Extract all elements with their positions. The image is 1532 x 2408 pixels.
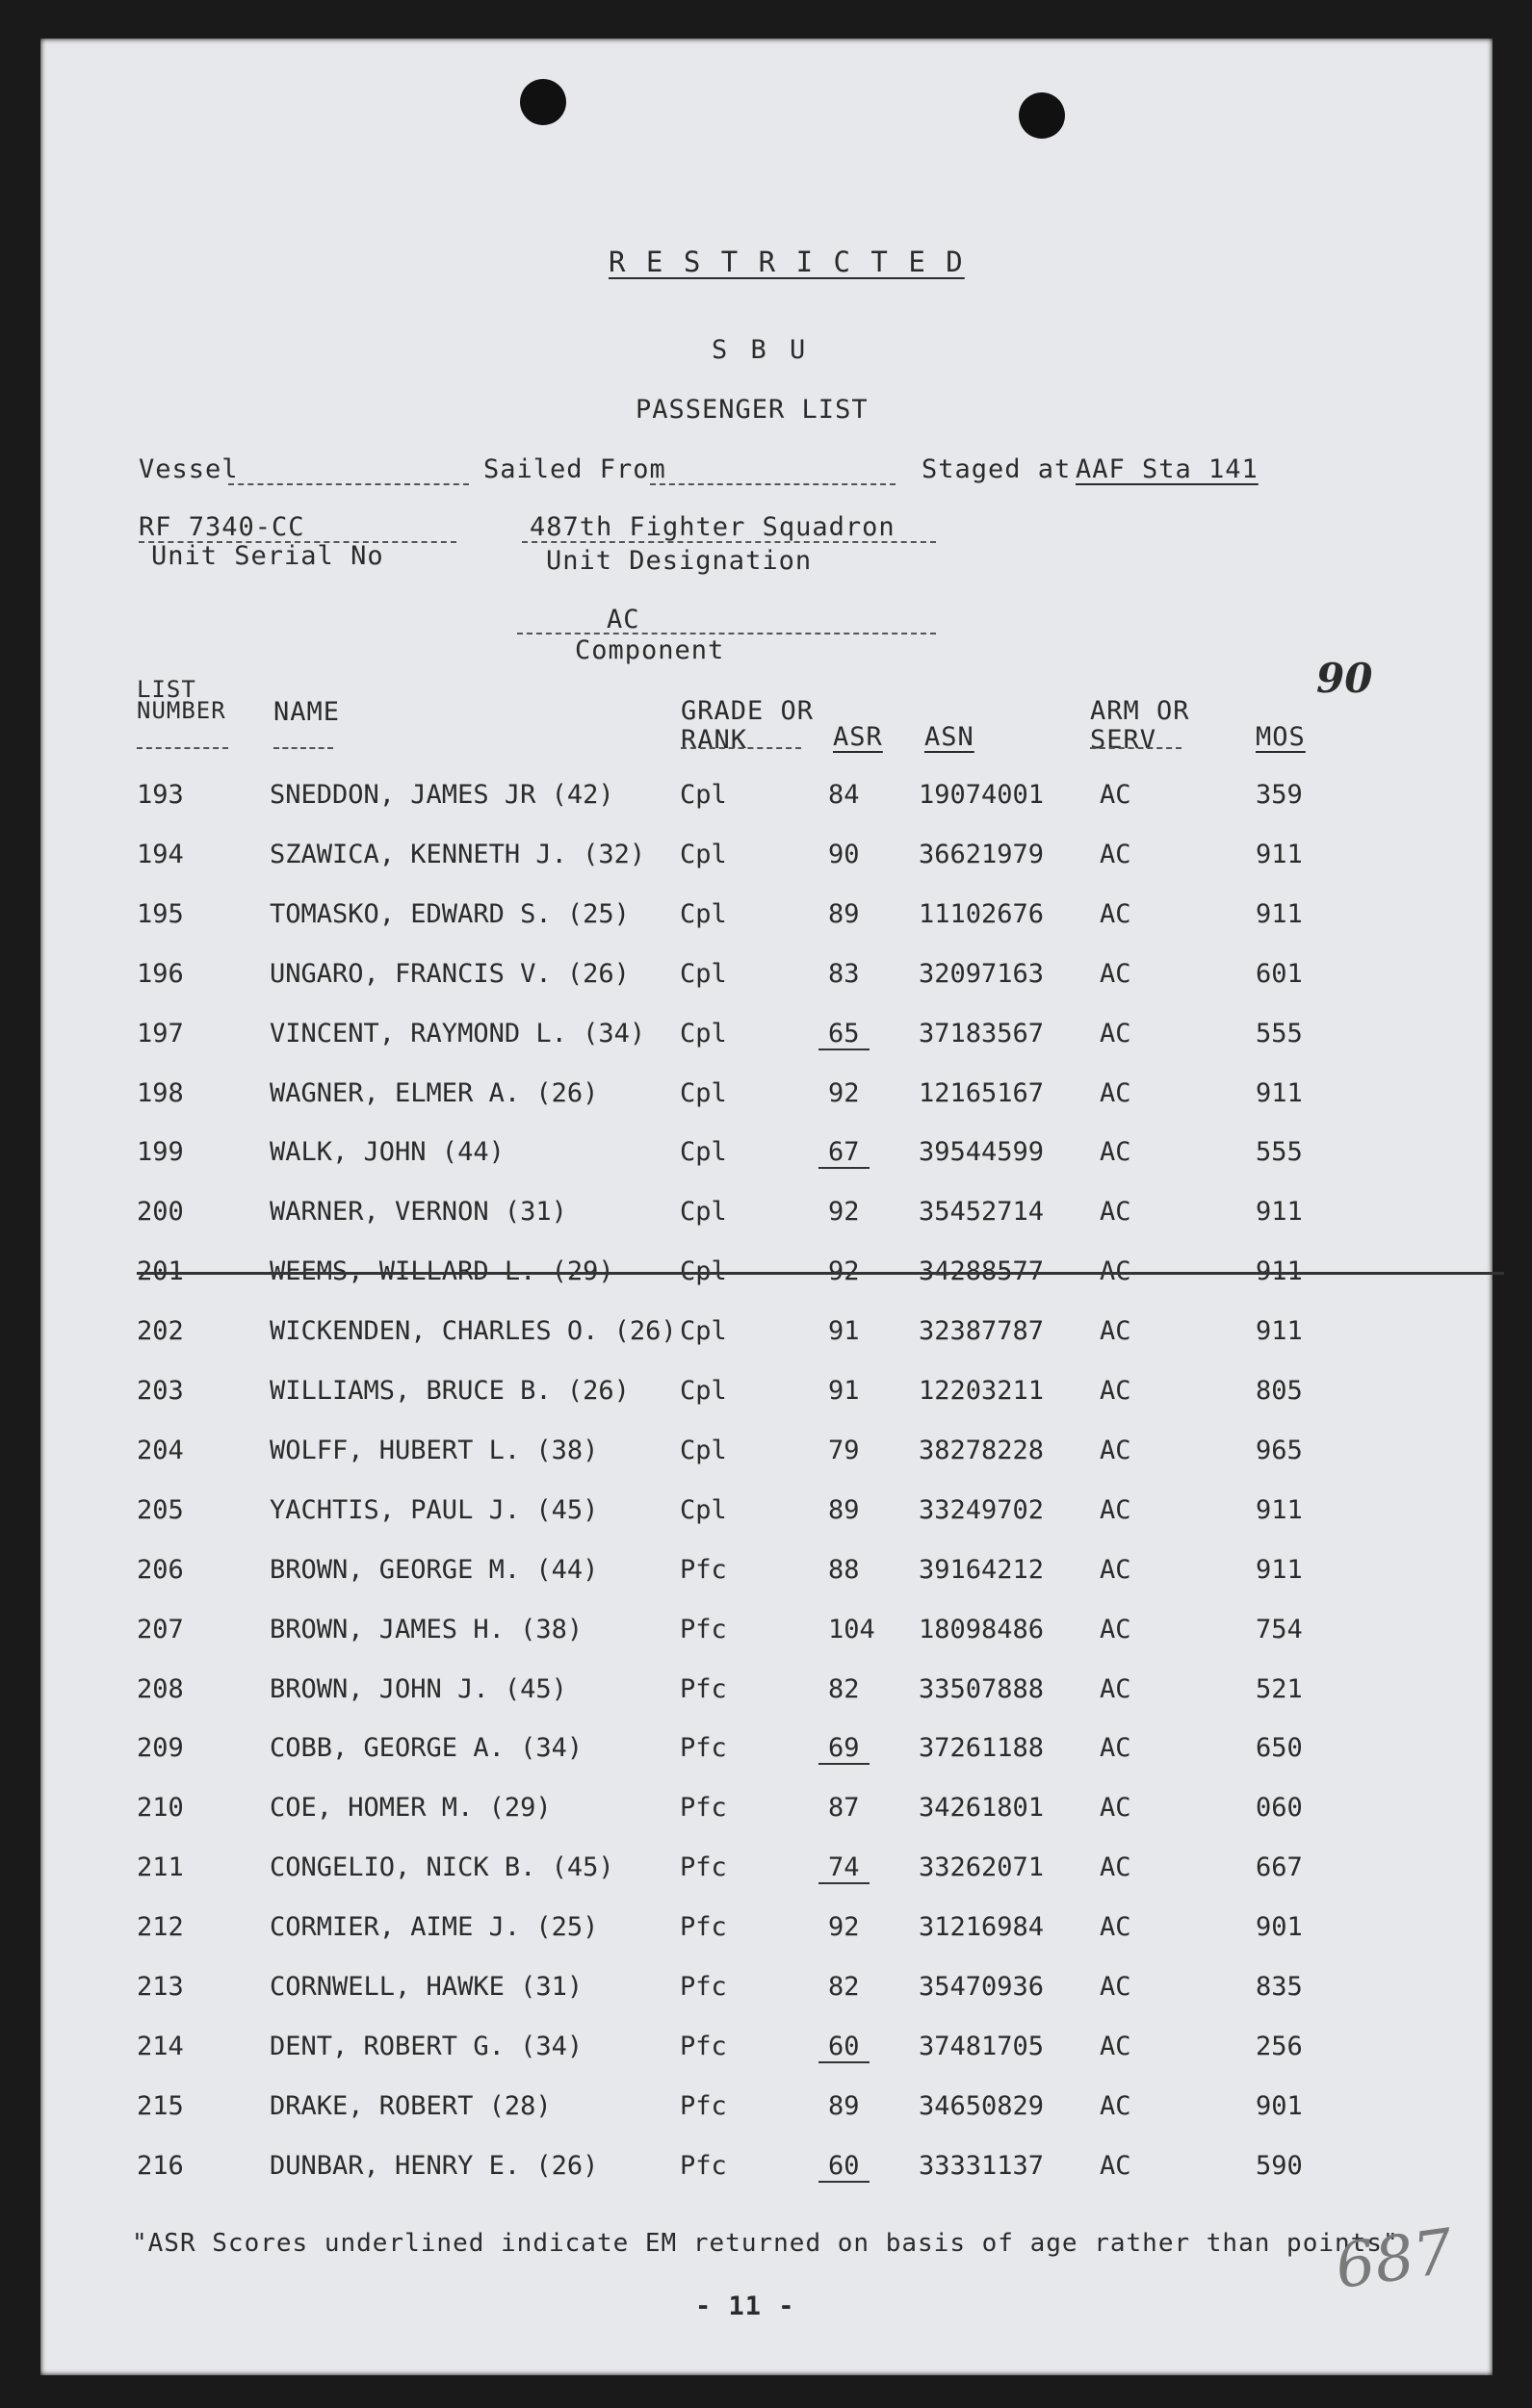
asn-cell: 19074001 bbox=[919, 780, 1045, 810]
list-number-cell: 198 bbox=[137, 1077, 184, 1108]
arm-cell: AC bbox=[1100, 1197, 1131, 1228]
unit-code: S B U bbox=[712, 335, 810, 365]
table-row bbox=[40, 1555, 1493, 1613]
grade-cell: Cpl bbox=[680, 1197, 727, 1228]
punch-hole bbox=[1019, 92, 1065, 139]
table-row bbox=[40, 1495, 1493, 1553]
asr-cell: 69 bbox=[818, 1733, 870, 1765]
unit-designation-label: Unit Designation bbox=[546, 546, 813, 576]
asr-cell: 89 bbox=[828, 898, 860, 929]
list-number-cell: 216 bbox=[137, 2150, 184, 2181]
list-number-cell: 215 bbox=[137, 2090, 184, 2121]
list-number-cell: 194 bbox=[137, 839, 184, 869]
sailed-from-label: Sailed From bbox=[483, 454, 666, 484]
mos-cell: 901 bbox=[1256, 2090, 1303, 2121]
list-number-cell: 206 bbox=[137, 1554, 184, 1585]
mos-cell: 256 bbox=[1256, 2031, 1303, 2061]
asr-cell: 88 bbox=[828, 1554, 860, 1585]
arm-cell: AC bbox=[1100, 1614, 1131, 1644]
asr-cell: 83 bbox=[828, 958, 860, 989]
mos-cell: 911 bbox=[1256, 839, 1303, 869]
name-cell: BROWN, JAMES H. (38) bbox=[270, 1614, 584, 1644]
arm-cell: AC bbox=[1100, 1733, 1131, 1764]
table-row bbox=[40, 2151, 1493, 2209]
mos-cell: 650 bbox=[1256, 1733, 1303, 1764]
strikethrough-line bbox=[137, 1272, 1504, 1275]
name-cell: CORNWELL, HAWKE (31) bbox=[270, 1972, 584, 2002]
asn-cell: 37261188 bbox=[919, 1733, 1045, 1764]
asn-cell: 32387787 bbox=[919, 1316, 1045, 1347]
arm-cell: AC bbox=[1100, 2031, 1131, 2061]
arm-cell: AC bbox=[1100, 1912, 1131, 1943]
asn-cell: 34288577 bbox=[919, 1256, 1045, 1287]
arm-cell: AC bbox=[1100, 2090, 1131, 2121]
table-row bbox=[40, 1615, 1493, 1672]
name-cell: SNEDDON, JAMES JR (42) bbox=[270, 780, 614, 810]
col-header-name: NAME bbox=[273, 697, 341, 727]
col-header-list-number: LIST NUMBER bbox=[137, 676, 226, 724]
grade-cell: Cpl bbox=[680, 898, 727, 929]
grade-cell: Pfc bbox=[680, 2031, 727, 2061]
staged-at-label: Staged at bbox=[922, 454, 1072, 484]
name-cell: SZAWICA, KENNETH J. (32) bbox=[270, 839, 646, 869]
list-number-cell: 209 bbox=[137, 1733, 184, 1764]
col-header-mos: MOS bbox=[1256, 722, 1306, 752]
asr-cell: 92 bbox=[828, 1197, 860, 1228]
asr-cell: 92 bbox=[828, 1256, 860, 1287]
grade-cell: Pfc bbox=[680, 1733, 727, 1764]
asn-cell: 39164212 bbox=[919, 1554, 1045, 1585]
mos-cell: 667 bbox=[1256, 1852, 1303, 1883]
arm-cell: AC bbox=[1100, 1793, 1131, 1824]
mos-cell: 911 bbox=[1256, 1197, 1303, 1228]
name-cell: CORMIER, AIME J. (25) bbox=[270, 1912, 599, 1943]
unit-designation-value: 487th Fighter Squadron bbox=[530, 512, 896, 542]
list-number-cell: 208 bbox=[137, 1673, 184, 1704]
table-row bbox=[40, 1197, 1493, 1255]
asn-cell: 34650829 bbox=[919, 2090, 1045, 2121]
grade-cell: Pfc bbox=[680, 1793, 727, 1824]
arm-cell: AC bbox=[1100, 1018, 1131, 1049]
arm-cell: AC bbox=[1100, 1376, 1131, 1406]
arm-cell: AC bbox=[1100, 1554, 1131, 1585]
list-number-cell: 211 bbox=[137, 1852, 184, 1883]
name-cell: WILLIAMS, BRUCE B. (26) bbox=[270, 1376, 630, 1406]
col-header-asr: ASR bbox=[833, 722, 883, 752]
footer-note: "ASR Scores underlined indicate EM returned on basis of age rather than points" bbox=[132, 2229, 1399, 2258]
grade-cell: Cpl bbox=[680, 1316, 727, 1347]
name-cell: CONGELIO, NICK B. (45) bbox=[270, 1852, 614, 1883]
table-row bbox=[40, 840, 1493, 897]
list-number-cell: 199 bbox=[137, 1137, 184, 1168]
asr-cell: 89 bbox=[828, 2090, 860, 2121]
name-cell: WICKENDEN, CHARLES O. (26) bbox=[270, 1316, 677, 1347]
col-header-rule bbox=[681, 747, 801, 749]
name-cell: YACHTIS, PAUL J. (45) bbox=[270, 1494, 599, 1525]
arm-cell: AC bbox=[1100, 1077, 1131, 1108]
vessel-blank bbox=[228, 483, 469, 485]
list-number-cell: 196 bbox=[137, 958, 184, 989]
grade-cell: Cpl bbox=[680, 958, 727, 989]
arm-cell: AC bbox=[1100, 958, 1131, 989]
mos-cell: 060 bbox=[1256, 1793, 1303, 1824]
asr-cell: 82 bbox=[828, 1972, 860, 2002]
table-row bbox=[40, 780, 1493, 838]
name-cell: DUNBAR, HENRY E. (26) bbox=[270, 2150, 599, 2181]
asr-cell: 90 bbox=[828, 839, 860, 869]
grade-cell: Cpl bbox=[680, 839, 727, 869]
component-label: Component bbox=[575, 635, 725, 665]
name-cell: TOMASKO, EDWARD S. (25) bbox=[270, 898, 630, 929]
arm-cell: AC bbox=[1100, 1673, 1131, 1704]
col-header-rule bbox=[1090, 747, 1181, 749]
grade-cell: Cpl bbox=[680, 1077, 727, 1108]
mos-cell: 555 bbox=[1256, 1018, 1303, 1049]
arm-cell: AC bbox=[1100, 1972, 1131, 2002]
asr-cell: 60 bbox=[818, 2032, 870, 2063]
list-number-cell: 195 bbox=[137, 898, 184, 929]
name-cell: WARNER, VERNON (31) bbox=[270, 1197, 567, 1228]
name-cell: COBB, GEORGE A. (34) bbox=[270, 1733, 584, 1764]
grade-cell: Pfc bbox=[680, 2090, 727, 2121]
mos-cell: 901 bbox=[1256, 1912, 1303, 1943]
asn-cell: 32097163 bbox=[919, 958, 1045, 989]
mos-cell: 911 bbox=[1256, 1316, 1303, 1347]
sailed-from-blank bbox=[650, 483, 896, 485]
list-number-cell: 205 bbox=[137, 1494, 184, 1525]
arm-cell: AC bbox=[1100, 1316, 1131, 1347]
name-cell: DRAKE, ROBERT (28) bbox=[270, 2090, 552, 2121]
unit-designation-blank bbox=[522, 541, 936, 543]
asr-cell: 104 bbox=[828, 1614, 875, 1644]
mos-cell: 805 bbox=[1256, 1376, 1303, 1406]
vessel-label: Vessel bbox=[139, 454, 239, 484]
col-header-grade: GRADE OR RANK bbox=[681, 696, 815, 755]
asn-cell: 38278228 bbox=[919, 1435, 1045, 1465]
arm-cell: AC bbox=[1100, 839, 1131, 869]
asn-cell: 37183567 bbox=[919, 1018, 1045, 1049]
grade-cell: Cpl bbox=[680, 1435, 727, 1465]
asr-cell: 67 bbox=[818, 1137, 870, 1169]
asn-cell: 35470936 bbox=[919, 1972, 1045, 2002]
asr-cell: 65 bbox=[818, 1019, 870, 1050]
mos-cell: 965 bbox=[1256, 1435, 1303, 1465]
asn-cell: 12165167 bbox=[919, 1077, 1045, 1108]
arm-cell: AC bbox=[1100, 1435, 1131, 1465]
name-cell: VINCENT, RAYMOND L. (34) bbox=[270, 1018, 646, 1049]
mos-cell: 911 bbox=[1256, 1554, 1303, 1585]
table-row bbox=[40, 1019, 1493, 1076]
document-page bbox=[40, 39, 1493, 2375]
arm-cell: AC bbox=[1100, 780, 1131, 810]
list-number-cell: 200 bbox=[137, 1197, 184, 1228]
name-cell: UNGARO, FRANCIS V. (26) bbox=[270, 958, 630, 989]
handwritten-margin-note: 687 bbox=[1331, 2215, 1458, 2304]
list-number-cell: 202 bbox=[137, 1316, 184, 1347]
mos-cell: 590 bbox=[1256, 2150, 1303, 2181]
asn-cell: 35452714 bbox=[919, 1197, 1045, 1228]
table-row bbox=[40, 1912, 1493, 1970]
asn-cell: 11102676 bbox=[919, 898, 1045, 929]
asn-cell: 36621979 bbox=[919, 839, 1045, 869]
list-number-cell: 193 bbox=[137, 780, 184, 810]
grade-cell: Pfc bbox=[680, 1673, 727, 1704]
asn-cell: 34261801 bbox=[919, 1793, 1045, 1824]
arm-cell: AC bbox=[1100, 898, 1131, 929]
name-cell: WEEMS, WILLARD L. (29) bbox=[270, 1256, 614, 1287]
table-row bbox=[40, 1316, 1493, 1374]
asn-cell: 33507888 bbox=[919, 1673, 1045, 1704]
grade-cell: Cpl bbox=[680, 1376, 727, 1406]
grade-cell: Pfc bbox=[680, 1912, 727, 1943]
classification-heading: R E S T R I C T E D bbox=[609, 246, 965, 278]
grade-cell: Pfc bbox=[680, 1554, 727, 1585]
grade-cell: Cpl bbox=[680, 1494, 727, 1525]
grade-cell: Cpl bbox=[680, 1018, 727, 1049]
asr-cell: 79 bbox=[828, 1435, 860, 1465]
mos-cell: 911 bbox=[1256, 1494, 1303, 1525]
col-header-rule bbox=[137, 747, 228, 749]
list-number-cell: 203 bbox=[137, 1376, 184, 1406]
asn-cell: 18098486 bbox=[919, 1614, 1045, 1644]
mos-cell: 911 bbox=[1256, 1256, 1303, 1287]
name-cell: DENT, ROBERT G. (34) bbox=[270, 2031, 584, 2061]
mos-cell: 601 bbox=[1256, 958, 1303, 989]
table-row bbox=[40, 1793, 1493, 1851]
list-number-cell: 213 bbox=[137, 1972, 184, 2002]
list-number-cell: 214 bbox=[137, 2031, 184, 2061]
asr-cell: 82 bbox=[828, 1673, 860, 1704]
table-row bbox=[40, 1733, 1493, 1791]
punch-hole bbox=[520, 79, 566, 125]
mos-cell: 754 bbox=[1256, 1614, 1303, 1644]
name-cell: WAGNER, ELMER A. (26) bbox=[270, 1077, 599, 1108]
mos-cell: 911 bbox=[1256, 1077, 1303, 1108]
grade-cell: Cpl bbox=[680, 1256, 727, 1287]
name-cell: WOLFF, HUBERT L. (38) bbox=[270, 1435, 599, 1465]
asr-cell: 60 bbox=[818, 2151, 870, 2183]
list-number-cell: 212 bbox=[137, 1912, 184, 1943]
table-row bbox=[40, 1376, 1493, 1434]
arm-cell: AC bbox=[1100, 1256, 1131, 1287]
component-value: AC bbox=[607, 605, 640, 634]
mos-cell: 521 bbox=[1256, 1673, 1303, 1704]
table-row bbox=[40, 1972, 1493, 2030]
name-cell: COE, HOMER M. (29) bbox=[270, 1793, 552, 1824]
page-number: - 11 - bbox=[695, 2291, 795, 2321]
asn-cell: 33331137 bbox=[919, 2150, 1045, 2181]
col-header-arm: ARM OR SERV bbox=[1090, 696, 1190, 755]
asr-cell: 92 bbox=[828, 1912, 860, 1943]
arm-cell: AC bbox=[1100, 1852, 1131, 1883]
mos-cell: 911 bbox=[1256, 898, 1303, 929]
asr-cell: 87 bbox=[828, 1793, 860, 1824]
table-row bbox=[40, 959, 1493, 1017]
asr-cell: 92 bbox=[828, 1077, 860, 1108]
table-row bbox=[40, 2032, 1493, 2089]
asr-cell: 91 bbox=[828, 1316, 860, 1347]
list-number-cell: 204 bbox=[137, 1435, 184, 1465]
asn-cell: 33249702 bbox=[919, 1494, 1045, 1525]
grade-cell: Pfc bbox=[680, 1614, 727, 1644]
list-number-cell: 201 bbox=[137, 1256, 184, 1287]
asn-cell: 33262071 bbox=[919, 1852, 1045, 1883]
list-title: PASSENGER LIST bbox=[636, 395, 869, 425]
name-cell: BROWN, JOHN J. (45) bbox=[270, 1673, 567, 1704]
mos-cell: 359 bbox=[1256, 780, 1303, 810]
table-row bbox=[40, 1674, 1493, 1732]
list-number-cell: 210 bbox=[137, 1793, 184, 1824]
asr-cell: 74 bbox=[818, 1852, 870, 1884]
name-cell: BROWN, GEORGE M. (44) bbox=[270, 1554, 599, 1585]
table-row bbox=[40, 2091, 1493, 2149]
mos-cell: 835 bbox=[1256, 1972, 1303, 2002]
grade-cell: Pfc bbox=[680, 1852, 727, 1883]
arm-cell: AC bbox=[1100, 1494, 1131, 1525]
grade-cell: Cpl bbox=[680, 1137, 727, 1168]
asr-cell: 89 bbox=[828, 1494, 860, 1525]
arm-cell: AC bbox=[1100, 2150, 1131, 2181]
mos-cell: 555 bbox=[1256, 1137, 1303, 1168]
col-header-rule bbox=[273, 747, 333, 749]
asn-cell: 12203211 bbox=[919, 1376, 1045, 1406]
unit-serial-label: Unit Serial No bbox=[151, 541, 384, 571]
asn-cell: 31216984 bbox=[919, 1912, 1045, 1943]
unit-serial-value: RF 7340-CC bbox=[139, 512, 305, 542]
grade-cell: Pfc bbox=[680, 1972, 727, 2002]
component-blank bbox=[517, 633, 936, 634]
table-row bbox=[40, 1078, 1493, 1136]
asr-cell: 91 bbox=[828, 1376, 860, 1406]
asn-cell: 39544599 bbox=[919, 1137, 1045, 1168]
list-number-cell: 197 bbox=[137, 1018, 184, 1049]
grade-cell: Cpl bbox=[680, 780, 727, 810]
asn-cell: 37481705 bbox=[919, 2031, 1045, 2061]
list-number-cell: 207 bbox=[137, 1614, 184, 1644]
asr-cell: 84 bbox=[828, 780, 860, 810]
staged-at-value: AAF Sta 141 bbox=[1076, 454, 1259, 484]
table-row bbox=[40, 1256, 1493, 1314]
table-row bbox=[40, 1852, 1493, 1910]
table-row bbox=[40, 1137, 1493, 1195]
handwritten-page-mark: 90 bbox=[1316, 655, 1373, 702]
col-header-asn: ASN bbox=[924, 722, 974, 752]
table-row bbox=[40, 1436, 1493, 1493]
arm-cell: AC bbox=[1100, 1137, 1131, 1168]
grade-cell: Pfc bbox=[680, 2150, 727, 2181]
table-row bbox=[40, 899, 1493, 957]
name-cell: WALK, JOHN (44) bbox=[270, 1137, 505, 1168]
